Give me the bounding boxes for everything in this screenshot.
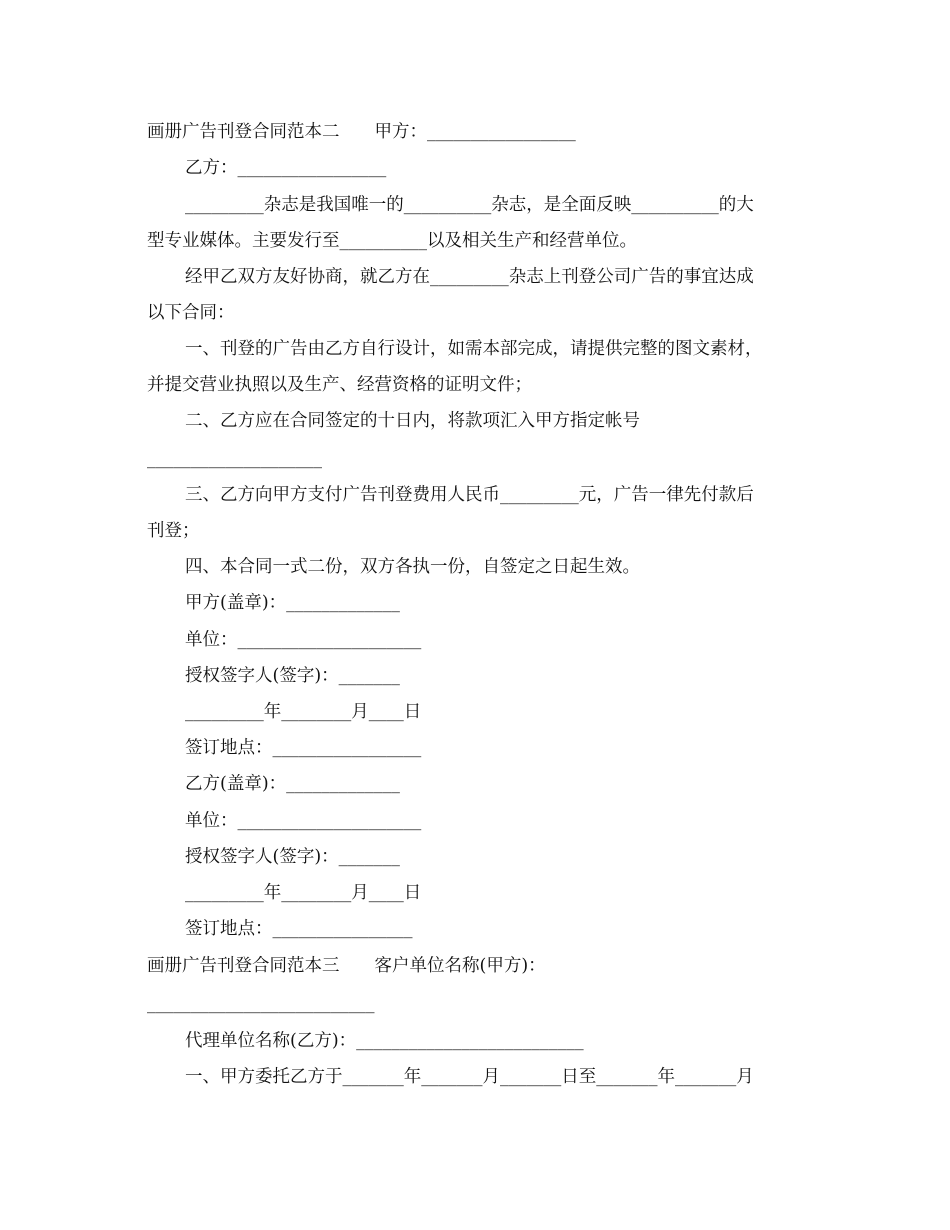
clause-3-line-2: 刊登； [147,521,200,541]
clause-1-line-2: 并提交营业执照以及生产、经营资格的证明文件； [147,375,532,395]
clause-1-contract-3: 一、甲方委托乙方于_______年_______月_______日至_______年_______月 [185,1067,754,1087]
paragraph-agreement-line-2: 以下合同： [147,303,235,323]
title-contract-2: 画册广告刊登合同范本二 甲方：_________________ [147,122,576,142]
agent-name-field: 代理单位名称(乙方)：__________________________ [185,1031,584,1051]
party-a-date: _________年________月____日 [185,702,422,722]
clause-3-line-1: 三、乙方向甲方支付广告刊登费用人民币_________元，广告一律先付款后 [185,485,754,505]
clause-4: 四、本合同一式二份，双方各执一份，自签定之日起生效。 [185,557,640,577]
party-b-place: 签订地点：________________ [185,919,413,939]
party-b-seal: 乙方(盖章)：_____________ [185,774,400,794]
party-a-seal: 甲方(盖章)：_____________ [185,593,400,613]
party-b-date: _________年________月____日 [185,883,422,903]
party-b-field: 乙方：_________________ [185,158,387,178]
clause-2-line-1: 二、乙方应在合同签定的十日内，将款项汇入甲方指定帐号 [185,411,640,431]
clause-2-account-blank: ____________________ [147,449,322,469]
paragraph-agreement-line-1: 经甲乙双方友好协商，就乙方在_________杂志上刊登公司广告的事宜达成 [185,267,754,287]
clause-1-line-1: 一、刊登的广告由乙方自行设计，如需本部完成，请提供完整的图文素材， [185,339,763,359]
paragraph-intro-line-2: 型专业媒体。主要发行至__________以及相关生产和经营单位。 [147,231,637,251]
party-a-unit: 单位：_____________________ [185,630,422,650]
party-b-unit: 单位：_____________________ [185,811,422,831]
paragraph-intro-line-1: _________杂志是我国唯一的__________杂志，是全面反映__________的大 [185,195,754,215]
title-contract-3: 画册广告刊登合同范本三 客户单位名称(甲方)： [147,956,546,976]
client-name-blank: __________________________ [147,994,375,1014]
party-b-signatory: 授权签字人(签字)：_______ [185,847,400,867]
party-a-place: 签订地点：_________________ [185,738,422,758]
party-a-signatory: 授权签字人(签字)：_______ [185,666,400,686]
